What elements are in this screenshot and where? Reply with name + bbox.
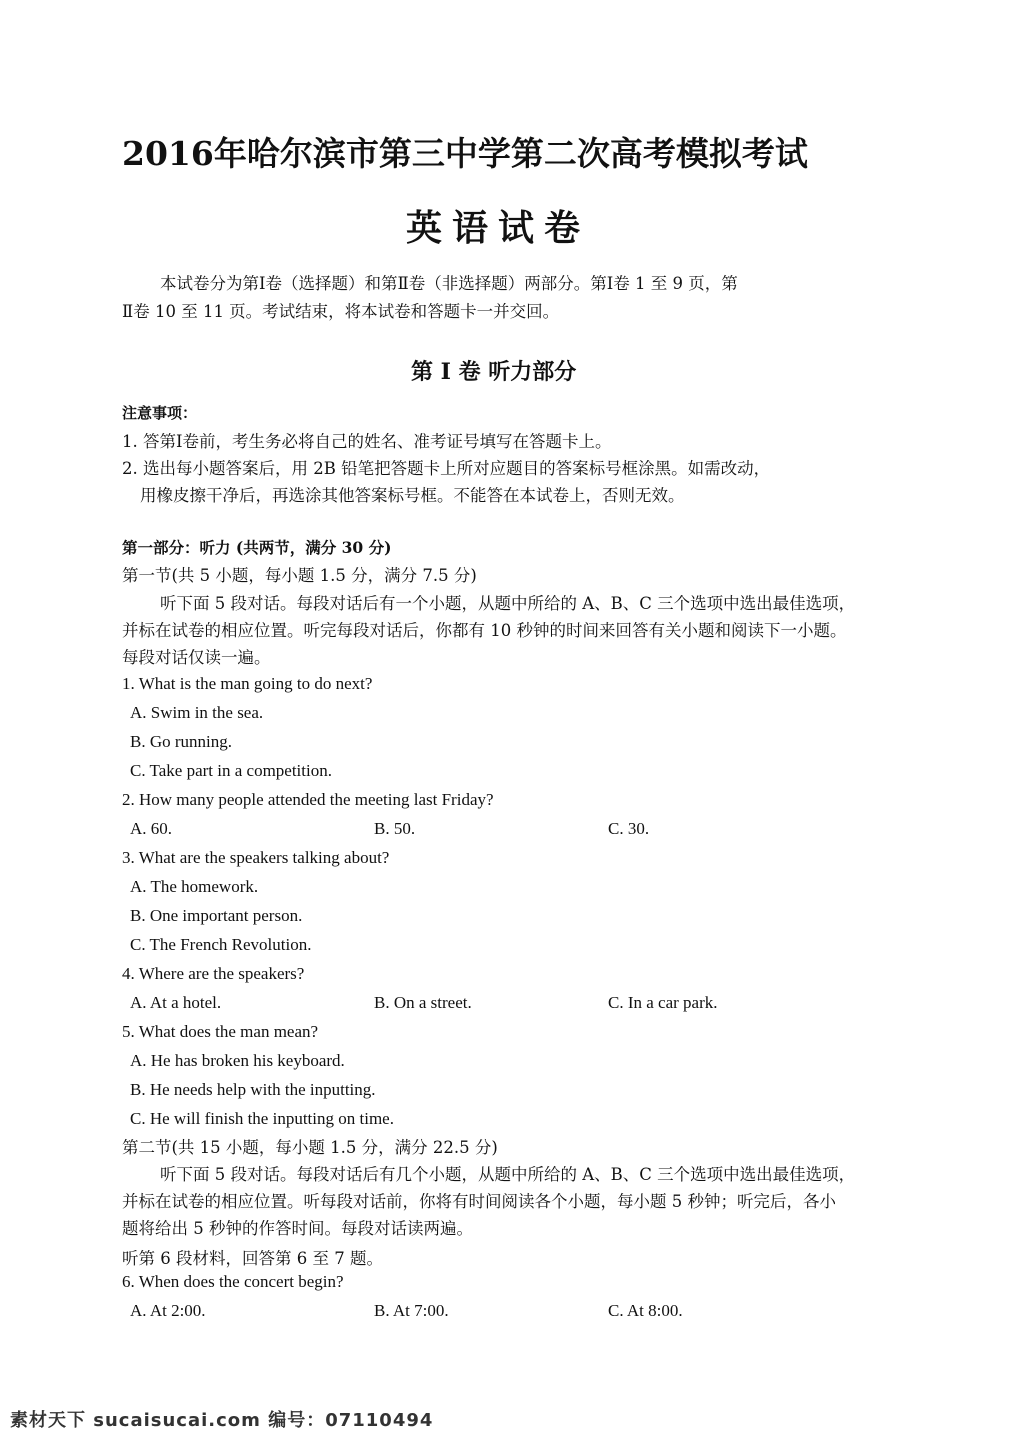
notes-item-2b: 用橡皮擦干净后，再选涂其他答案标号框。不能答在本试卷上，否则无效。 [140,486,685,505]
section2-instruction-3: 题将给出 5 秒钟的作答时间。每段对话读两遍。 [122,1219,473,1238]
question-1-option-b: B. Go running. [130,732,232,751]
question-4-option-c: C. In a car park. [608,993,718,1012]
question-5-option-a: A. He has broken his keyboard. [130,1051,345,1070]
intro-line-1: 本试卷分为第Ⅰ卷（选择题）和第Ⅱ卷（非选择题）两部分。第Ⅰ卷 1 至 9 页，第 [160,274,738,293]
question-3-option-b: B. One important person. [130,906,303,925]
question-6-option-a: A. At 2:00. [130,1301,206,1320]
exam-subtitle: 英语试卷 [406,207,591,249]
part1-heading: 第一部分：听力 (共两节，满分 30 分) [122,538,392,557]
question-6: 6. When does the concert begin? [122,1272,344,1291]
question-5-option-c: C. He will finish the inputting on time. [130,1109,394,1128]
question-3-option-c: C. The French Revolution. [130,935,312,954]
question-2-option-a: A. 60. [130,819,173,838]
question-4-option-a: A. At a hotel. [130,993,222,1012]
question-2: 2. How many people attended the meeting last Friday? [122,790,494,809]
question-6-option-c: C. At 8:00. [608,1301,683,1320]
section2-instruction-1: 听下面 5 段对话。每段对话后有几个小题，从题中所给的 A、B、C 三个选项中选出最佳选项， [160,1165,856,1184]
question-6-option-b: B. At 7:00. [374,1301,449,1320]
watermark-text: 素材天下 sucaisucai.com 编号：07110494 [10,1410,434,1431]
exam-title: 2016年哈尔滨市第三中学第二次高考模拟考试 [122,134,808,173]
question-4: 4. Where are the speakers? [122,964,305,983]
material-6-instruction: 听第 6 段材料，回答第 6 至 7 题。 [122,1249,383,1268]
intro-line-2: Ⅱ卷 10 至 11 页。考试结束，将本试卷和答题卡一并交回。 [122,302,560,321]
question-2-option-b: B. 50. [374,819,416,838]
notes-item-2a: 2. 选出每小题答案后，用 2B 铅笔把答题卡上所对应题目的答案标号框涂黑。如需改动， [122,459,771,478]
question-3-option-a: A. The homework. [130,877,259,896]
question-1: 1. What is the man going to do next? [122,674,373,693]
question-1-option-a: A. Swim in the sea. [130,703,264,722]
section1-instruction-3: 每段对话仅读一遍。 [122,648,271,667]
question-5: 5. What does the man mean? [122,1022,319,1041]
section1-instruction-1: 听下面 5 段对话。每段对话后有一个小题，从题中所给的 A、B、C 三个选项中选出最佳选项， [160,594,856,613]
question-2-option-c: C. 30. [608,819,650,838]
notes-heading: 注意事项： [122,404,198,422]
question-5-option-b: B. He needs help with the inputting. [130,1080,376,1099]
question-1-option-c: C. Take part in a competition. [130,761,332,780]
section2-heading: 第二节(共 15 小题，每小题 1.5 分，满分 22.5 分) [122,1138,498,1157]
question-3: 3. What are the speakers talking about? [122,848,390,867]
section1-heading: 第一节(共 5 小题，每小题 1.5 分，满分 7.5 分) [122,566,477,585]
section1-instruction-2: 并标在试卷的相应位置。听完每段对话后，你都有 10 秒钟的时间来回答有关小题和阅读下一小题。 [122,621,847,640]
question-4-option-b: B. On a street. [374,993,472,1012]
section-title: 第 Ⅰ 卷 听力部分 [411,359,577,385]
notes-item-1: 1. 答第Ⅰ卷前，考生务必将自己的姓名、准考证号填写在答题卡上。 [122,432,612,451]
section2-instruction-2: 并标在试卷的相应位置。听每段对话前，你将有时间阅读各个小题，每小题 5 秒钟；听完后，各小 [122,1192,836,1211]
